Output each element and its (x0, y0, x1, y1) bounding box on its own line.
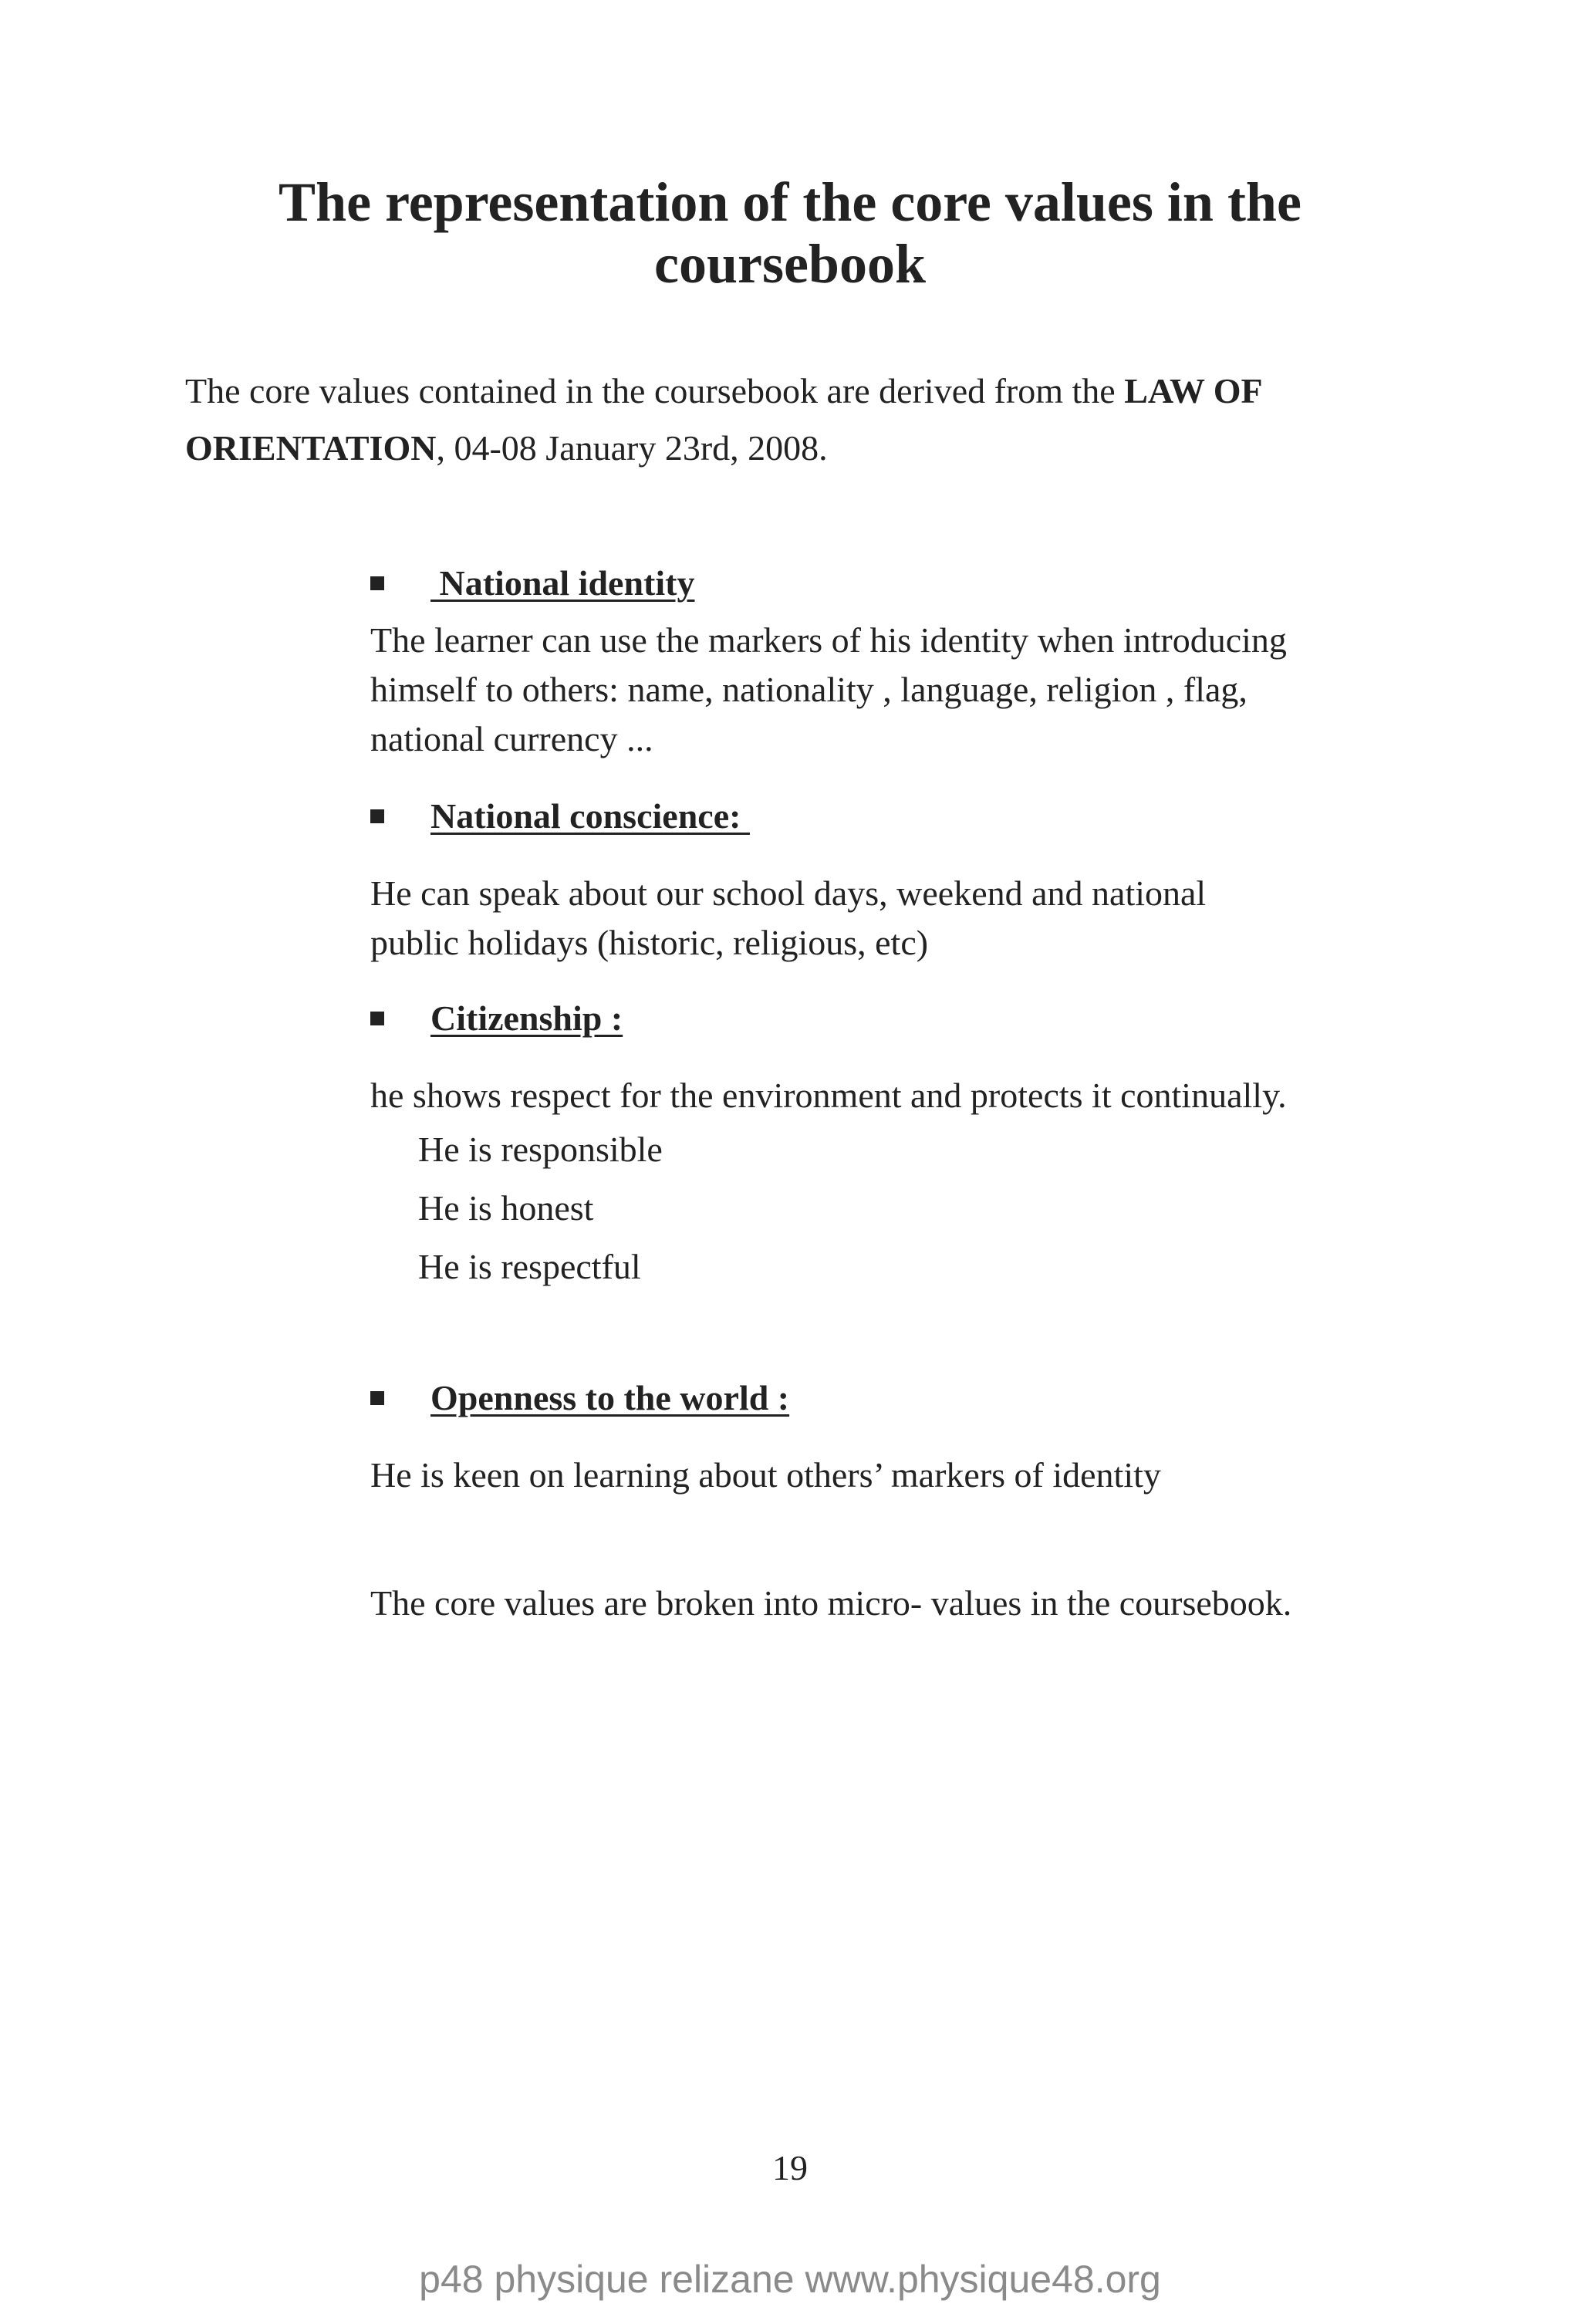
section-heading (370, 1376, 1296, 1420)
section-heading-text: National identity (430, 563, 695, 603)
section-heading (370, 562, 1296, 605)
square-bullet-icon (370, 1391, 384, 1405)
section-body: he shows respect for the environment and protects it continually. (370, 1076, 1287, 1115)
intro-paragraph (185, 363, 1420, 477)
law-name: LAW OF ORIENTATION (185, 371, 1261, 468)
page-title: The representation of the core values in the coursebook (279, 171, 1301, 295)
section-national-conscience (370, 795, 1296, 968)
section-body: The learner can use the markers of his identity when introducing himself to others: name, nationality , language, religion , flag, national currency ... (370, 620, 1287, 758)
watermark-text: p48 physique relizane www.physique48.org (419, 2258, 1161, 2301)
square-bullet-icon (370, 809, 384, 823)
section-citizenship (370, 997, 1296, 1304)
section-heading (370, 997, 1296, 1040)
trait-item: He is honest (418, 1188, 594, 1228)
trait-item: He is respectful (418, 1247, 641, 1286)
section-heading-text: National conscience: (430, 796, 750, 836)
section-national-identity (370, 562, 1296, 764)
trait-list (370, 1128, 1296, 1289)
square-bullet-icon (370, 1012, 384, 1025)
page-number: 19 (772, 2148, 808, 2187)
section-openness-to-the-world (370, 1376, 1296, 1500)
section-heading (370, 795, 1296, 838)
section-heading-text: Openness to the world : (430, 1378, 790, 1417)
intro-text-after: , 04-08 January 23rd, 2008. (436, 428, 828, 468)
section-body: He is keen on learning about others’ markers of identity (370, 1455, 1161, 1495)
trait-item: He is responsible (418, 1130, 663, 1169)
section-heading-text: Citizenship : (430, 998, 623, 1038)
closing-paragraph: The core values are broken into micro- values in the coursebook. (370, 1583, 1292, 1623)
section-body: He can speak about our school days, weekend and national public holidays (historic, religious, etc) (370, 873, 1207, 962)
intro-text-before: The core values contained in the coursebook are derived from the (185, 371, 1125, 410)
square-bullet-icon (370, 576, 384, 590)
